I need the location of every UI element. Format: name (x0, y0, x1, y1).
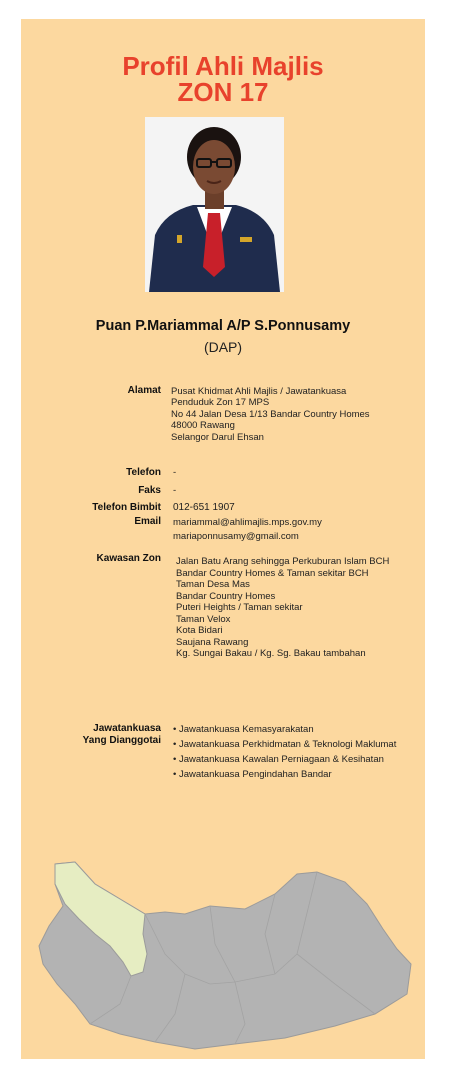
profile-photo (145, 117, 284, 292)
party-label: (DAP) (203, 339, 243, 355)
email-label: Email (134, 516, 161, 527)
alamat-line: 48000 Rawang (171, 420, 235, 432)
alamat-line: Penduduk Zon 17 MPS (171, 397, 270, 409)
zone-map (35, 854, 415, 1054)
list-item: • Jawatankuasa Perkhidmatan & Teknologi Maklumat (173, 739, 397, 750)
list-item: • Jawatankuasa Kawalan Perniagaan & Kesihatan (173, 754, 384, 765)
jawatankuasa-list (173, 722, 396, 782)
councillor-name: Puan P.Mariammal A/P S.Ponnusamy (95, 318, 351, 334)
jawatankuasa-label (21, 723, 161, 747)
list-item: Bandar Country Homes (176, 590, 276, 602)
alamat-label: Alamat (127, 385, 161, 396)
list-item: • Jawatankuasa Pengindahan Bandar (173, 769, 332, 780)
list-item: Jalan Batu Arang sehingga Perkuburan Islam BCH (176, 556, 390, 567)
alamat-value (171, 386, 370, 443)
alamat-line: Pusat Khidmat Ahli Majlis / Jawatankuasa (171, 386, 347, 397)
page-title: Profil Ahli Majlis (122, 51, 324, 81)
list-item: Bandar Country Homes & Taman sekitar BCH (176, 567, 369, 579)
list-item: Kota Bidari (176, 625, 223, 636)
jawatankuasa-label-line: Jawatankuasa (93, 723, 161, 734)
telefon-value: - (173, 467, 177, 478)
list-item: Puteri Heights / Taman sekitar (176, 602, 303, 613)
alamat-line: Selangor Darul Ehsan (171, 431, 264, 443)
telefon-label: Telefon (126, 467, 161, 478)
kawasan-label: Kawasan Zon (96, 553, 161, 564)
zone-title: ZON 17 (177, 77, 269, 107)
faks-value: - (173, 485, 177, 496)
list-item: Kg. Sungai Bakau / Kg. Sg. Bakau tambahan (176, 648, 366, 659)
list-item: Taman Velox (176, 613, 231, 625)
email-address: mariammal@ahlimajlis.mps.gov.my (173, 517, 322, 528)
email-value (173, 516, 322, 544)
faks-label: Faks (138, 485, 161, 496)
bimbit-label: Telefon Bimbit (92, 502, 161, 513)
email-address: mariaponnusamy@gmail.com (173, 531, 299, 542)
list-item: • Jawatankuasa Kemasyarakatan (173, 724, 314, 735)
list-item: Saujana Rawang (176, 636, 249, 648)
bimbit-value: 012-651 1907 (173, 502, 235, 513)
profile-card (21, 19, 425, 1059)
list-item: Taman Desa Mas (176, 579, 250, 590)
kawasan-list (176, 556, 389, 660)
alamat-line: No 44 Jalan Desa 1/13 Bandar Country Homes (171, 408, 370, 420)
jawatankuasa-label-line: Yang Dianggotai (82, 735, 161, 746)
